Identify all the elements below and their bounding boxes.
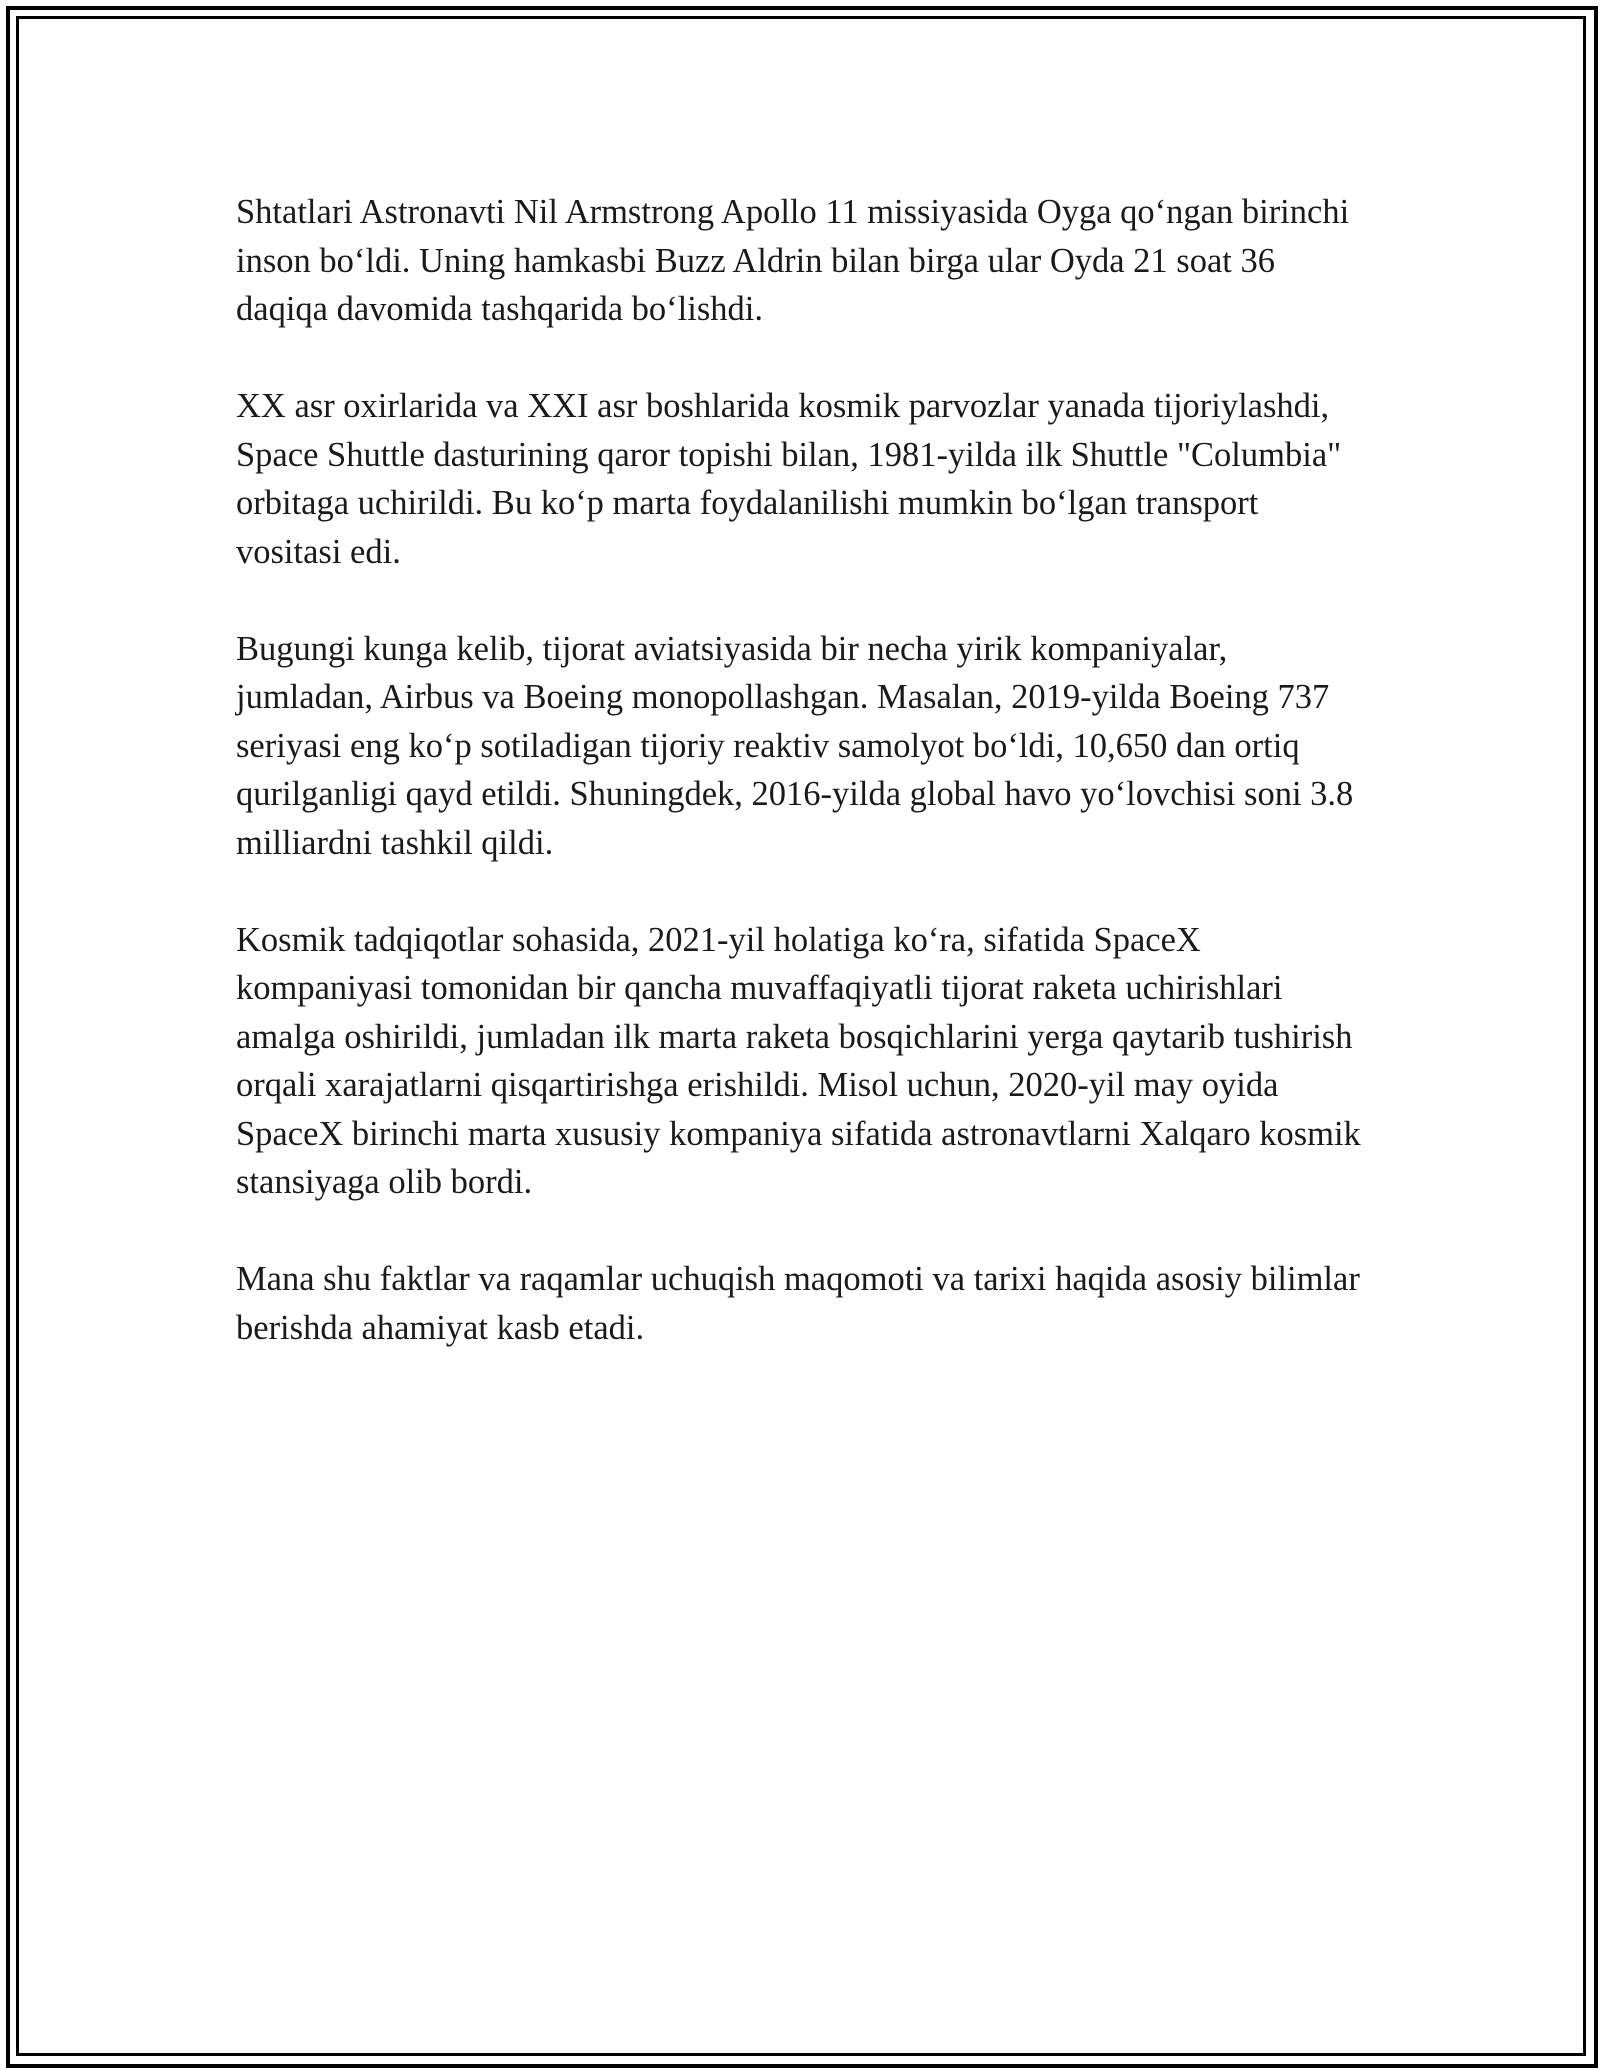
paragraph-apollo: Shtatlari Astronavti Nil Armstrong Apollo 11 missiyasida Oyga qo‘ngan birinchi inson bo‘ldi. Uning hamkasbi Buzz Aldrin bilan birga ular Oyda 21 soat 36 daqiqa davomida tashqarida bo‘lishdi. bbox=[236, 193, 1350, 328]
paragraph-spacex: Kosmik tadqiqotlar sohasida, 2021-yil holatiga ko‘ra, sifatida SpaceX kompaniyasi tomonidan bir qancha muvaffaqiyatli tijorat raketa uchirishlari amalga oshirildi, jumladan ilk marta raketa bosqichlarini yerga qaytarib tushirish orqali xarajatlarni qisqartirishga erishildi. Misol uchun, 2020-yil may oyida SpaceX birinchi marta xususiy kompaniya sifatida astronavtlarni Xalqaro kosmik stansiyaga olib bordi. bbox=[236, 920, 1361, 1201]
paragraph-space-shuttle: XX asr oxirlarida va XXI asr boshlarida kosmik parvozlar yanada tijoriylashdi, Space Shuttle dasturining qaror topishi bilan, 1981-yilda ilk Shuttle "Columbia" orbitaga uchirildi. Bu ko‘p marta foydalanilishi mumkin bo‘lgan transport vositasi edi. bbox=[236, 387, 1342, 571]
document-body bbox=[236, 188, 1366, 1352]
paragraph-conclusion: Mana shu faktlar va raqamlar uchuqish maqomoti va tarixi haqida asosiy bilimlar berishda ahamiyat kasb etadi. bbox=[236, 1260, 1360, 1347]
paragraph-commercial-aviation: Bugungi kunga kelib, tijorat aviatsiyasida bir necha yirik kompaniyalar, jumladan, Airbus va Boeing monopollashgan. Masalan, 2019-yilda Boeing 737 seriyasi eng ko‘p sotiladigan tijoriy reaktiv samolyot bo‘ldi, 10,650 dan ortiq qurilganligi qayd etildi. Shuningdek, 2016-yilda global havo yo‘lovchisi soni 3.8 milliardni tashkil qildi. bbox=[236, 629, 1354, 862]
